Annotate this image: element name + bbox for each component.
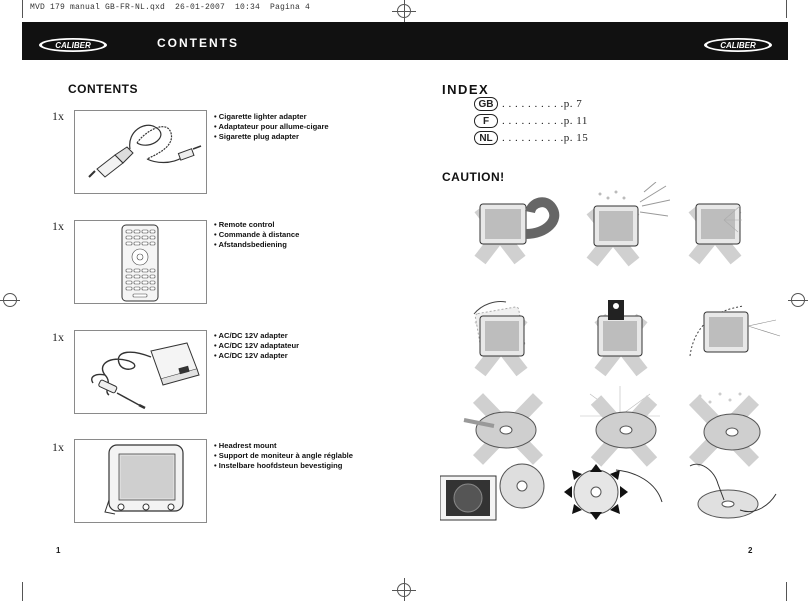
headrest-mount-image [74,439,207,523]
index-title: INDEX [442,82,490,97]
ac-dc-adapter-image [74,330,207,414]
index-entry: NL . . . . . . . . . .p. 15 [474,130,588,146]
corner-mark-bl [22,582,23,601]
no-direct-sunlight-icon [684,190,784,268]
cigarette-lighter-adapter-image [74,110,207,194]
index-entry: F . . . . . . . . . .p. 11 [474,113,588,129]
item-qty: 1x [52,440,64,454]
file-slug: MVD 179 manual GB-FR-NL.qxd 26-01-2007 10:34 Pagina 4 [30,3,311,12]
contents-title: CONTENTS [68,82,138,96]
header-bar [22,22,788,60]
no-excess-tilt-icon [460,300,560,378]
caliber-logo-left [38,37,108,53]
svg-text:CALIBER: CALIBER [720,41,756,50]
no-scratch-disc-icon [458,390,558,468]
no-moisture-disc-icon [680,386,780,464]
no-heat-moisture-icon [570,182,670,260]
index-entry: GB . . . . . . . . . .p. 7 [474,96,582,112]
page-number-left: 1 [56,546,61,555]
lang-badge: NL [474,131,498,145]
wipe-disc-outward-icon [556,462,656,540]
item-description: • AC/DC 12V adapter • AC/DC 12V adaptateur • AC/DC 12V adapter [214,331,300,360]
no-magnet-icon [460,190,560,268]
lang-badge: F [474,114,498,128]
lang-badge: GB [474,97,498,111]
caution-title: CAUTION! [442,170,505,184]
item-description: • Cigarette lighter adapter • Adaptateur pour allume-cigare • Sigarette plug adapter [214,112,329,141]
hold-disc-edges-icon [680,460,780,538]
registration-mark-left [3,293,17,307]
no-heat-disc-icon [570,386,670,464]
registration-mark-right [791,293,805,307]
registration-mark-bottom [397,583,411,597]
caliber-logo-right [703,37,773,53]
registration-mark-top [397,4,411,18]
item-qty: 1x [52,219,64,233]
page-number-right: 2 [748,546,753,555]
header-title: CONTENTS [157,36,239,50]
remote-control-image [74,220,207,304]
svg-text:CALIBER: CALIBER [55,41,91,50]
item-qty: 1x [52,330,64,344]
item-qty: 1x [52,109,64,123]
disc-case-icon [440,462,540,540]
corner-mark-tr [786,0,787,18]
corner-mark-br [786,582,787,601]
corner-mark-tl [22,0,23,18]
no-children-unattended-icon [580,300,680,378]
viewing-angle-icon [684,296,784,374]
item-description: • Remote control • Commande à distance • Afstandsbediening [214,220,300,249]
item-description: • Headrest mount • Support de moniteur à angle réglable • Instelbare hoofdsteun bevestiging [214,441,353,470]
